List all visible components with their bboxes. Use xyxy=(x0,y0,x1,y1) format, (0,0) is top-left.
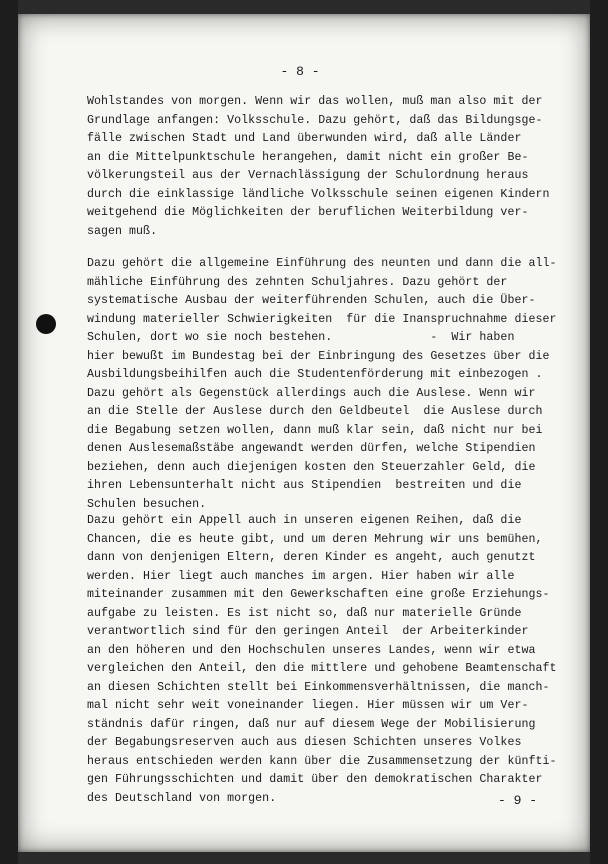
text-line: Chancen, die es heute gibt, und um deren Mehrung wir uns bemühen, xyxy=(87,532,543,546)
text-line: weitgehend die Möglichkeiten der beruflichen Weiterbildung ver- xyxy=(87,206,529,219)
text-line: aufgabe zu leisten. Es ist nicht so, daß nur materielle Gründe xyxy=(87,606,522,620)
text-line: der Begabungsreserven auch aus diesen Schichten unseres Volkes xyxy=(87,736,522,749)
scan-border-bottom xyxy=(0,852,608,864)
text-line: mal nicht sehr weit voneinander liegen. Hier müssen wir um Ver- xyxy=(87,699,529,712)
text-line: Dazu gehört ein Appell auch in unseren eigenen Reihen, daß die xyxy=(87,514,522,527)
text-line: Schulen besuchen. xyxy=(87,497,207,511)
text-line: Dazu gehört die allgemeine Einführung des neunten und dann die all- xyxy=(87,257,557,270)
text-line: Dazu gehört als Gegenstück allerdings auch die Auslese. Wenn wir xyxy=(87,386,536,400)
paragraph-3 xyxy=(87,512,567,808)
text-line: Wohlstandes von morgen. Wenn wir das wollen, muß man also mit der xyxy=(87,95,543,108)
text-line: werden. Hier liegt auch manches im argen. Hier haben wir alle xyxy=(87,569,515,583)
text-line: an die Stelle der Auslese durch den Geldbeutel die Auslese durch xyxy=(87,405,543,418)
text-line: vergleichen den Anteil, den die mittlere und gehobene Beamtenschaft xyxy=(87,662,557,675)
text-line: mähliche Einführung des zehnten Schuljahres. Dazu gehört der xyxy=(87,275,508,289)
text-line: verantwortlich sind für den geringen Anteil der Arbeiterkinder xyxy=(87,625,529,638)
next-page-indicator: - 9 - xyxy=(498,793,538,808)
text-line: durch die einklassige ländliche Volksschule seinen eigenen Kindern xyxy=(87,187,550,201)
text-line: Ausbildungsbeihilfen auch die Studentenförderung mit einbezogen . xyxy=(87,368,543,381)
text-line: ständnis dafür ringen, daß nur auf diesem Wege der Mobilisierung xyxy=(87,717,536,731)
page-number: - 8 - xyxy=(280,64,320,79)
paragraph-2 xyxy=(87,255,567,514)
text-line: des Deutschland von morgen. xyxy=(87,791,277,805)
text-line: die Begabung setzen wollen, dann muß klar sein, daß nicht nur bei xyxy=(87,423,543,437)
text-line: gen Führungsschichten und damit über den demokratischen Charakter xyxy=(87,773,543,786)
punch-hole xyxy=(36,314,56,334)
text-line: ihren Lebensunterhalt nicht aus Stipendien bestreiten und die xyxy=(87,479,522,492)
text-line: hier bewußt im Bundestag bei der Einbringung des Gesetzes über die xyxy=(87,349,550,363)
text-line: heraus entschieden werden kann über die Zusammensetzung der künfti- xyxy=(87,754,557,768)
scan-border-left xyxy=(0,0,18,864)
text-line: Schulen, dort wo sie noch bestehen. - Wir haben xyxy=(87,331,515,344)
text-line: fälle zwischen Stadt und Land überwunden wird, daß alle Länder xyxy=(87,132,522,145)
text-line: an diesen Schichten stellt bei Einkommensverhältnissen, die manch- xyxy=(87,680,550,694)
text-line: miteinander zusammen mit den Gewerkschaften eine große Erziehungs- xyxy=(87,588,550,601)
text-line: denen Auslesemaßstäbe angewandt werden dürfen, welche Stipendien xyxy=(87,442,536,455)
text-line: systematische Ausbau der weiterführenden Schulen, auch die Über- xyxy=(87,294,536,307)
text-line: Grundlage anfangen: Volksschule. Dazu gehört, daß das Bildungsge- xyxy=(87,113,543,127)
scan-border-top xyxy=(0,0,608,14)
text-line: sagen muß. xyxy=(87,224,158,238)
text-line: beziehen, denn auch diejenigen kosten den Steuerzahler Geld, die xyxy=(87,460,536,474)
scan-border-right xyxy=(590,0,608,864)
paragraph-1 xyxy=(87,93,567,241)
text-line: dann von denjenigen Eltern, deren Kinder es angeht, auch genutzt xyxy=(87,551,536,564)
text-line: an den höheren und den Hochschulen unseres Landes, wenn wir etwa xyxy=(87,643,536,657)
text-line: an die Mittelpunktschule herangehen, damit nicht ein großer Be- xyxy=(87,150,529,164)
text-line: windung materieller Schwierigkeiten für die Inanspruchnahme dieser xyxy=(87,312,557,326)
text-line: völkerungsteil aus der Vernachlässigung der Schulordnung heraus xyxy=(87,169,529,182)
